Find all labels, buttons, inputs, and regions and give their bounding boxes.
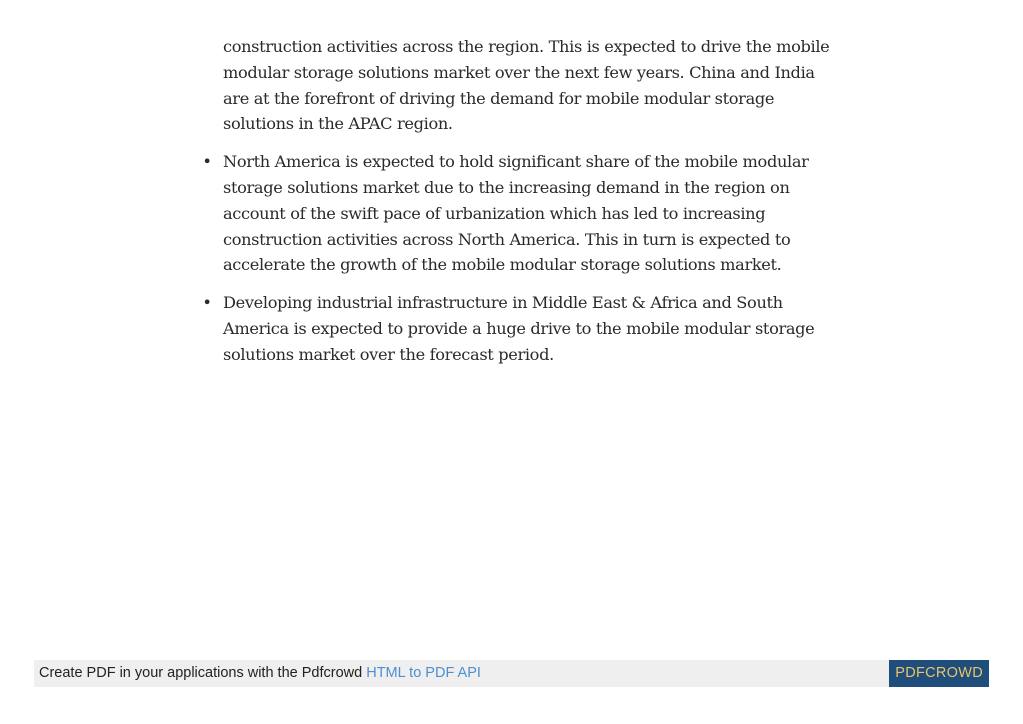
bullet-list xyxy=(202,149,833,367)
footer-prefix: Create PDF in your applications with the Pdfcrowd xyxy=(39,665,367,681)
bullet-marker: • xyxy=(202,152,212,172)
bullet-text: North America is expected to hold significant share of the mobile modular storage solutions market due to the increasing demand in the region on account of the swift pace of urbanization which has led to increasing construction activities across North America. This in turn is expected to accelerate the growth of the mobile modular storage solutions market. xyxy=(223,152,809,275)
bullet-text: Developing industrial infrastructure in Middle East & Africa and South America is expected to provide a huge drive to the mobile modular storage solutions market over the forecast period. xyxy=(223,293,815,364)
footer-text xyxy=(39,660,481,687)
bullet-marker: • xyxy=(202,293,212,313)
document-body xyxy=(202,34,833,380)
bullet-item-mea-south-america xyxy=(202,290,833,367)
bullet-item-north-america xyxy=(202,149,833,278)
pdfcrowd-footer-bar xyxy=(34,660,989,687)
pdfcrowd-brand-button[interactable]: PDFCROWD xyxy=(889,660,989,687)
html-to-pdf-api-link[interactable]: HTML to PDF API xyxy=(366,665,481,681)
intro-paragraph: construction activities across the region. This is expected to drive the mobile modular storage solutions market over the next few years. China and India are at the forefront of driving the demand for mobile modular storage solutions in the APAC region. xyxy=(223,37,830,134)
